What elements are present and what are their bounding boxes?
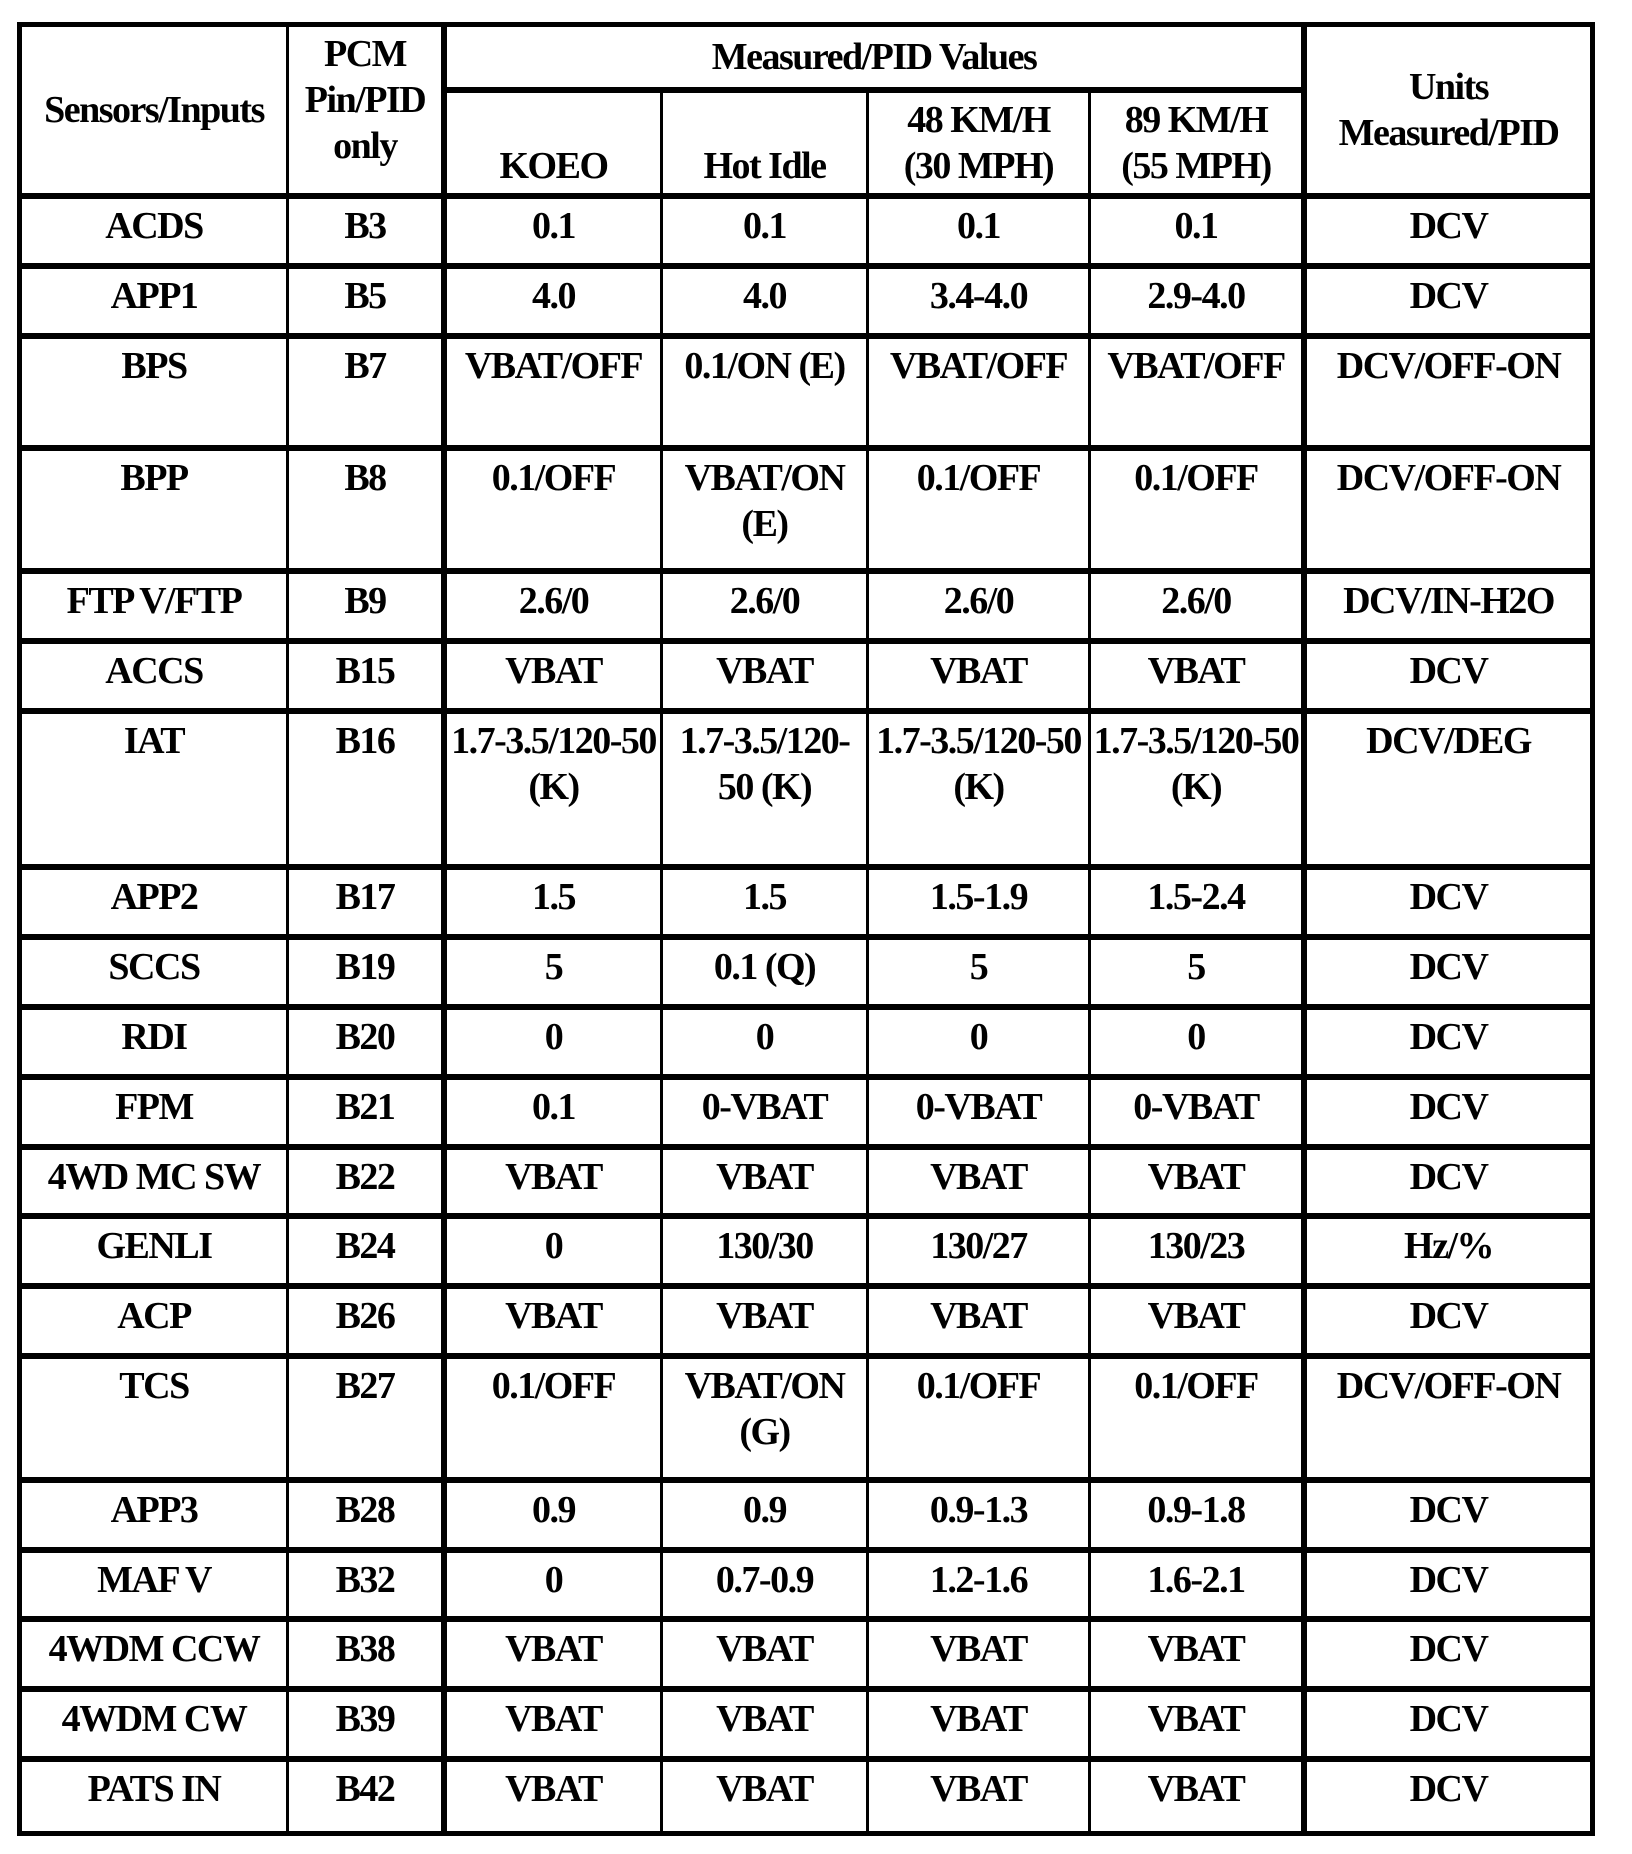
sensor-cell: ACDS: [22, 199, 289, 269]
koeo-cell: 4.0: [447, 269, 663, 339]
koeo-cell: VBAT: [447, 1150, 663, 1220]
speed-89-cell: 1.6-2.1: [1091, 1553, 1307, 1623]
speed-89-cell: 0.1/OFF: [1091, 1359, 1307, 1482]
units-cell: DCV: [1307, 1289, 1590, 1359]
units-cell: DCV: [1307, 940, 1590, 1010]
sensor-cell: APP3: [22, 1483, 289, 1553]
table-row: [22, 1359, 1590, 1482]
sensor-cell: FTP V/FTP: [22, 574, 289, 644]
speed-48-cell: VBAT/OFF: [869, 339, 1091, 451]
hot-idle-cell: VBAT: [663, 1762, 869, 1831]
table-row: [22, 1483, 1590, 1553]
koeo-cell: VBAT: [447, 1622, 663, 1692]
koeo-cell: 0.1: [447, 199, 663, 269]
hot-idle-cell: VBAT: [663, 644, 869, 714]
table-row: [22, 1762, 1590, 1831]
hot-idle-cell: VBAT: [663, 1692, 869, 1762]
table-row: [22, 714, 1590, 870]
pcm-pid-table-frame: [17, 22, 1595, 1836]
table-row: [22, 870, 1590, 940]
header-sensors-inputs: Sensors/Inputs: [22, 27, 289, 199]
hot-idle-cell: 0.9: [663, 1483, 869, 1553]
hot-idle-cell: VBAT/ON (G): [663, 1359, 869, 1482]
speed-48-cell: 3.4-4.0: [869, 269, 1091, 339]
speed-89-cell: 2.6/0: [1091, 574, 1307, 644]
units-cell: DCV: [1307, 1622, 1590, 1692]
header-pcm-line1: PCM: [323, 33, 407, 75]
koeo-cell: VBAT/OFF: [447, 339, 663, 451]
table-row: [22, 1219, 1590, 1289]
units-cell: DCV: [1307, 1080, 1590, 1150]
hot-idle-cell: 0.7-0.9: [663, 1553, 869, 1623]
koeo-cell: 0.9: [447, 1483, 663, 1553]
units-cell: DCV: [1307, 644, 1590, 714]
table-row: [22, 1622, 1590, 1692]
hot-idle-cell: 130/30: [663, 1219, 869, 1289]
sensor-cell: 4WDM CW: [22, 1692, 289, 1762]
sensor-cell: 4WD MC SW: [22, 1150, 289, 1220]
pin-cell: B16: [289, 714, 447, 870]
table-row: [22, 940, 1590, 1010]
pin-cell: B5: [289, 269, 447, 339]
header-48-kmh-line2: (30 MPH): [903, 145, 1054, 187]
pin-cell: B15: [289, 644, 447, 714]
table-row: [22, 451, 1590, 574]
pin-cell: B8: [289, 451, 447, 574]
speed-89-cell: VBAT/OFF: [1091, 339, 1307, 451]
speed-89-cell: 1.7-3.5/120-50 (K): [1091, 714, 1307, 870]
speed-48-cell: 0-VBAT: [869, 1080, 1091, 1150]
speed-48-cell: 1.5-1.9: [869, 870, 1091, 940]
sensor-cell: BPP: [22, 451, 289, 574]
units-cell: DCV: [1307, 1483, 1590, 1553]
koeo-cell: 5: [447, 940, 663, 1010]
speed-48-cell: 0: [869, 1010, 1091, 1080]
table-row: [22, 199, 1590, 269]
header-pcm-line2: Pin/PID: [304, 79, 426, 121]
hot-idle-cell: VBAT: [663, 1289, 869, 1359]
header-koeo: KOEO: [447, 93, 663, 199]
speed-48-cell: 1.7-3.5/120-50 (K): [869, 714, 1091, 870]
units-cell: DCV: [1307, 870, 1590, 940]
header-pcm-line3: only: [333, 125, 397, 167]
hot-idle-cell: 1.7-3.5/120-50 (K): [663, 714, 869, 870]
sensor-cell: GENLI: [22, 1219, 289, 1289]
sensor-cell: APP2: [22, 870, 289, 940]
sensor-cell: IAT: [22, 714, 289, 870]
hot-idle-cell: VBAT: [663, 1622, 869, 1692]
hot-idle-cell: 2.6/0: [663, 574, 869, 644]
speed-89-cell: 0: [1091, 1010, 1307, 1080]
units-cell: DCV/OFF-ON: [1307, 339, 1590, 451]
speed-48-cell: VBAT: [869, 1150, 1091, 1220]
pin-cell: B28: [289, 1483, 447, 1553]
speed-48-cell: VBAT: [869, 1762, 1091, 1831]
header-units-measured-pid: [1307, 27, 1590, 199]
pin-cell: B32: [289, 1553, 447, 1623]
speed-48-cell: 0.1/OFF: [869, 1359, 1091, 1482]
speed-89-cell: 130/23: [1091, 1219, 1307, 1289]
header-89-kmh: [1091, 93, 1307, 199]
units-cell: DCV: [1307, 199, 1590, 269]
pin-cell: B22: [289, 1150, 447, 1220]
koeo-cell: 2.6/0: [447, 574, 663, 644]
koeo-cell: 0.1/OFF: [447, 1359, 663, 1482]
speed-48-cell: 0.1: [869, 199, 1091, 269]
koeo-cell: 0: [447, 1553, 663, 1623]
speed-48-cell: VBAT: [869, 1692, 1091, 1762]
sensor-cell: PATS IN: [22, 1762, 289, 1831]
hot-idle-cell: 4.0: [663, 269, 869, 339]
koeo-cell: 0.1/OFF: [447, 451, 663, 574]
units-cell: DCV: [1307, 1553, 1590, 1623]
table-row: [22, 644, 1590, 714]
pin-cell: B9: [289, 574, 447, 644]
header-units-line1: Units: [1408, 66, 1489, 108]
hot-idle-cell: 0.1/ON (E): [663, 339, 869, 451]
speed-89-cell: 2.9-4.0: [1091, 269, 1307, 339]
speed-48-cell: 0.1/OFF: [869, 451, 1091, 574]
pin-cell: B38: [289, 1622, 447, 1692]
pcm-pid-values-table: [22, 27, 1590, 1831]
units-cell: DCV: [1307, 1010, 1590, 1080]
speed-48-cell: 5: [869, 940, 1091, 1010]
header-48-kmh: [869, 93, 1091, 199]
pin-cell: B21: [289, 1080, 447, 1150]
header-units-line2: Measured/PID: [1338, 112, 1559, 154]
table-row: [22, 1080, 1590, 1150]
hot-idle-cell: 0-VBAT: [663, 1080, 869, 1150]
koeo-cell: VBAT: [447, 1762, 663, 1831]
speed-89-cell: VBAT: [1091, 1692, 1307, 1762]
sensor-cell: RDI: [22, 1010, 289, 1080]
table-row: [22, 1692, 1590, 1762]
speed-89-cell: VBAT: [1091, 644, 1307, 714]
speed-89-cell: 1.5-2.4: [1091, 870, 1307, 940]
speed-89-cell: 0.1: [1091, 199, 1307, 269]
koeo-cell: VBAT: [447, 644, 663, 714]
header-pcm-pin-pid: [289, 27, 447, 199]
units-cell: DCV/OFF-ON: [1307, 1359, 1590, 1482]
speed-89-cell: 0-VBAT: [1091, 1080, 1307, 1150]
sensor-cell: TCS: [22, 1359, 289, 1482]
pin-cell: B26: [289, 1289, 447, 1359]
header-48-kmh-line1: 48 KM/H: [907, 99, 1050, 141]
speed-48-cell: 1.2-1.6: [869, 1553, 1091, 1623]
hot-idle-cell: 0: [663, 1010, 869, 1080]
units-cell: DCV: [1307, 1692, 1590, 1762]
speed-48-cell: 130/27: [869, 1219, 1091, 1289]
speed-48-cell: VBAT: [869, 1289, 1091, 1359]
koeo-cell: 1.5: [447, 870, 663, 940]
pin-cell: B42: [289, 1762, 447, 1831]
sensor-cell: BPS: [22, 339, 289, 451]
sensor-cell: FPM: [22, 1080, 289, 1150]
speed-48-cell: VBAT: [869, 1622, 1091, 1692]
speed-48-cell: VBAT: [869, 644, 1091, 714]
header-89-kmh-line1: 89 KM/H: [1124, 99, 1268, 141]
speed-89-cell: 0.1/OFF: [1091, 451, 1307, 574]
pin-cell: B27: [289, 1359, 447, 1482]
units-cell: DCV/DEG: [1307, 714, 1590, 870]
koeo-cell: 0: [447, 1010, 663, 1080]
pin-cell: B17: [289, 870, 447, 940]
speed-89-cell: 5: [1091, 940, 1307, 1010]
table-row: [22, 1150, 1590, 1220]
pin-cell: B19: [289, 940, 447, 1010]
header-measured-pid-values: Measured/PID Values: [447, 27, 1307, 93]
sensor-cell: APP1: [22, 269, 289, 339]
table-row: [22, 1010, 1590, 1080]
units-cell: DCV: [1307, 1150, 1590, 1220]
pin-cell: B24: [289, 1219, 447, 1289]
table-row: [22, 574, 1590, 644]
units-cell: DCV/IN-H2O: [1307, 574, 1590, 644]
units-cell: Hz/%: [1307, 1219, 1590, 1289]
units-cell: DCV/OFF-ON: [1307, 451, 1590, 574]
koeo-cell: 1.7-3.5/120-50 (K): [447, 714, 663, 870]
table-row: [22, 339, 1590, 451]
hot-idle-cell: 1.5: [663, 870, 869, 940]
table-row: [22, 1553, 1590, 1623]
sensor-cell: MAF V: [22, 1553, 289, 1623]
speed-89-cell: VBAT: [1091, 1150, 1307, 1220]
pin-cell: B3: [289, 199, 447, 269]
sensor-cell: ACCS: [22, 644, 289, 714]
koeo-cell: VBAT: [447, 1289, 663, 1359]
speed-89-cell: VBAT: [1091, 1622, 1307, 1692]
header-89-kmh-line2: (55 MPH): [1121, 145, 1271, 187]
koeo-cell: 0.1: [447, 1080, 663, 1150]
pin-cell: B7: [289, 339, 447, 451]
speed-48-cell: 0.9-1.3: [869, 1483, 1091, 1553]
speed-89-cell: VBAT: [1091, 1289, 1307, 1359]
table-row: [22, 1289, 1590, 1359]
sensor-cell: SCCS: [22, 940, 289, 1010]
hot-idle-cell: 0.1: [663, 199, 869, 269]
hot-idle-cell: VBAT: [663, 1150, 869, 1220]
units-cell: DCV: [1307, 269, 1590, 339]
table-row: [22, 269, 1590, 339]
header-hot-idle: Hot Idle: [663, 93, 869, 199]
speed-89-cell: VBAT: [1091, 1762, 1307, 1831]
sensor-cell: ACP: [22, 1289, 289, 1359]
pin-cell: B20: [289, 1010, 447, 1080]
koeo-cell: 0: [447, 1219, 663, 1289]
hot-idle-cell: 0.1 (Q): [663, 940, 869, 1010]
pin-cell: B39: [289, 1692, 447, 1762]
speed-89-cell: 0.9-1.8: [1091, 1483, 1307, 1553]
units-cell: DCV: [1409, 1768, 1488, 1811]
sensor-cell: 4WDM CCW: [22, 1622, 289, 1692]
koeo-cell: VBAT: [447, 1692, 663, 1762]
speed-48-cell: 2.6/0: [869, 574, 1091, 644]
hot-idle-cell: VBAT/ON (E): [663, 451, 869, 574]
